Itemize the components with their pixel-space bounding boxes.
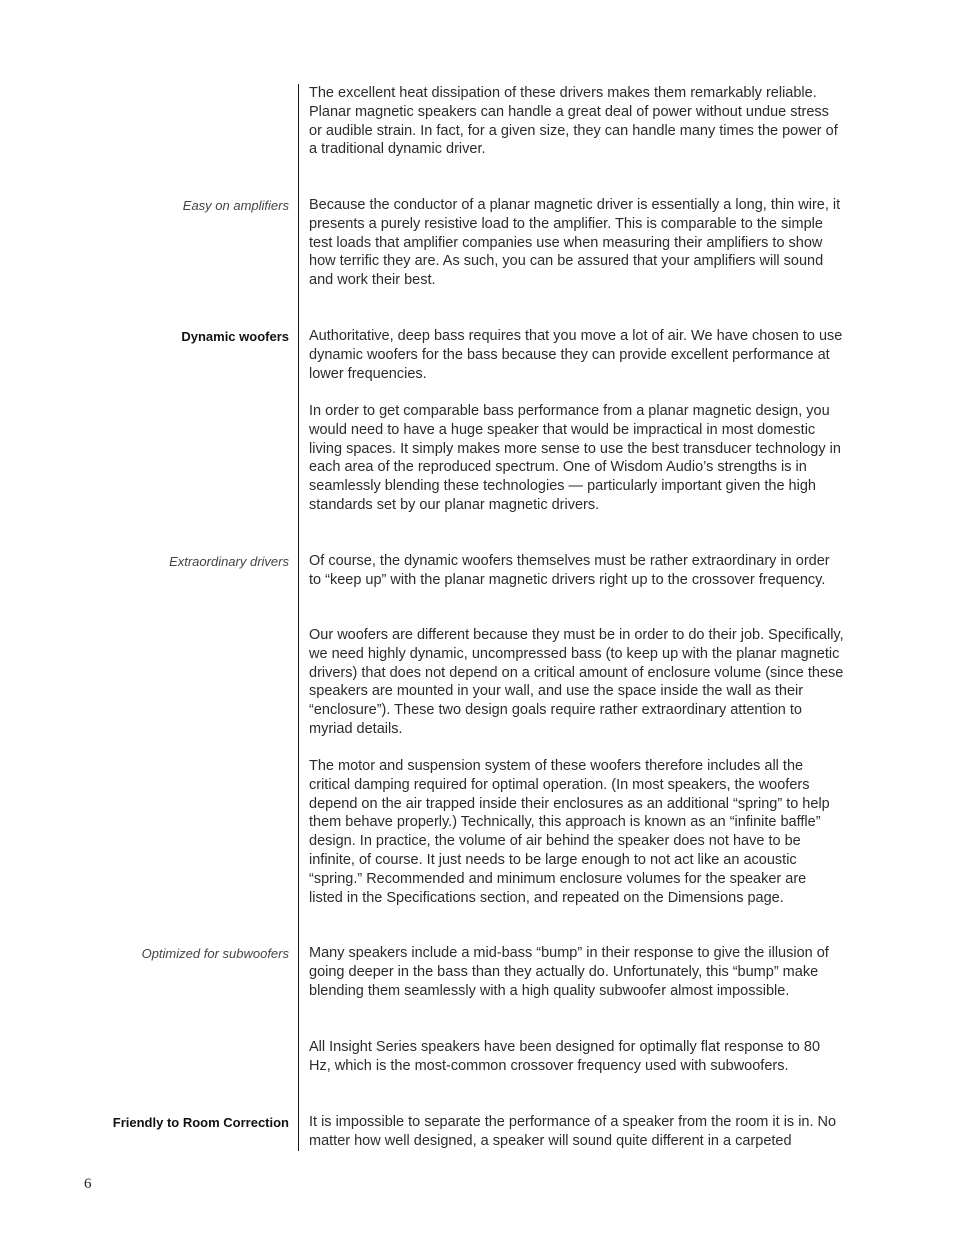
body-paragraph: Of course, the dynamic woofers themselves must be rather extraordinary in order to “keep up” with the planar magnetic drivers right up to the crossover frequency.: [309, 553, 830, 588]
body-paragraph: In order to get comparable bass performance from a planar magnetic design, you would need to have a huge speaker that would be impractical in most domestic living spaces. It simply makes more sense to use the best transducer technology in each area of the reproduced spectrum. One of Wisdom Audio’s strengths is in seamlessly blending these technologies — particularly important given the high standards set by our planar magnetic drivers.: [309, 403, 841, 513]
column-divider: [298, 84, 299, 1151]
body-paragraph: The motor and suspension system of these woofers therefore includes all the critical damping required for optimal operation. (In most speakers, the woofers depend on the air trapped inside their enclosures as an additional “spring” to help them behave properly.) Technically, this approach is known as an “infinite baffle” design. In practice, the volume of air behind the speaker does not have to be infinite, of course. It just needs to be large enough to not act like an acoustic “spring.” Recommended and minimum enclosure volumes for the speaker are listed in the Specifications section, and repeated on the Dimensions page.: [309, 758, 830, 906]
body-paragraph: It is impossible to separate the performance of a speaker from the room it is in. No matter how well designed, a speaker will sound quite different in a carpeted: [309, 1114, 837, 1149]
body-paragraph: Because the conductor of a planar magnetic driver is essentially a long, thin wire, it presents a purely resistive load to the amplifier. This is comparable to the simple test loads that amplifier companies use when measuring their amplifiers to show how terrific they are. As such, you can be assured that your amplifiers will sound and work their best.: [309, 197, 841, 289]
body-paragraph: The excellent heat dissipation of these drivers makes them remarkably reliable. Planar magnetic speakers can handle a great deal of power without undue stress or audible strain. In fact, for a given size, they can handle many times the power of a traditional dynamic driver.: [309, 85, 838, 158]
sidebar-heading-easy-on-amplifiers: Easy on amplifiers: [182, 198, 289, 213]
sidebar-heading-optimized-for-subwoofers: Optimized for subwoofers: [141, 946, 289, 961]
sidebar-heading-extraordinary-drivers: Extraordinary drivers: [169, 554, 289, 569]
body-paragraph: Many speakers include a mid-bass “bump” in their response to give the illusion of going deeper in the bass than they actually do. Unfortunately, this “bump” make blending them seamlessly with a high quality subwoofer almost impossible.: [309, 945, 829, 999]
body-paragraph: Authoritative, deep bass requires that you move a lot of air. We have chosen to use dynamic woofers for the bass because they can provide excellent performance at lower frequencies.: [309, 328, 843, 382]
page-number: 6: [84, 1176, 92, 1192]
sidebar-heading-dynamic-woofers: Dynamic woofers: [181, 329, 289, 344]
body-paragraph: Our woofers are different because they must be in order to do their job. Specifically, we need highly dynamic, uncompressed bass (to keep up with the planar magnetic drivers) that does not depend on a critical amount of enclosure volume (since these speakers are mounted in your wall, and use the space inside the wall as their “enclosure”). These two design goals require rather extraordinary attention to myriad details.: [309, 627, 844, 737]
body-paragraph: All Insight Series speakers have been designed for optimally flat response to 80 Hz, which is the most-common crossover frequency used with subwoofers.: [309, 1039, 821, 1074]
sidebar-heading-friendly-to-room-correction: Friendly to Room Correction: [112, 1115, 289, 1130]
